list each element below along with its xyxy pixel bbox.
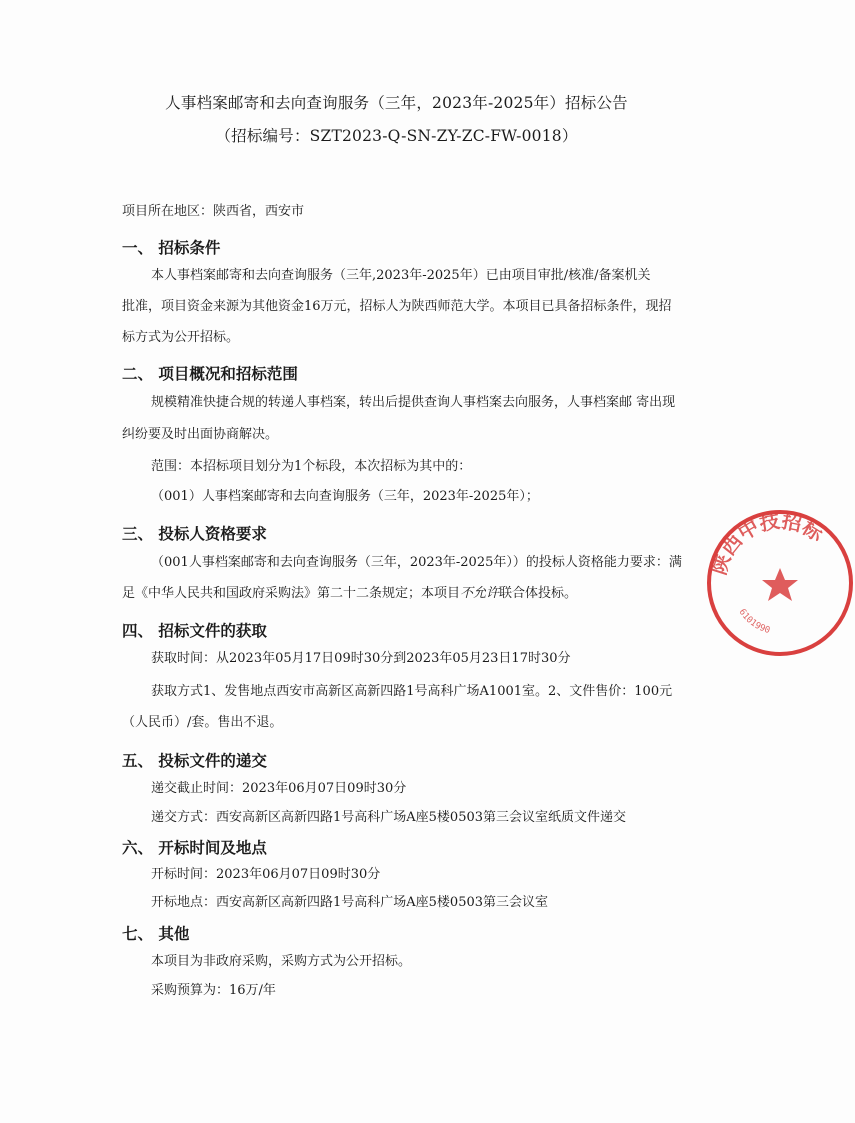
seal-star-icon xyxy=(762,568,798,601)
section-5-line-2: 递交方式：西安高新区高新四路1号高科广场A座5楼0503第三会议室纸质文件递交 xyxy=(151,810,627,825)
section-heading-1: 一、 招标条件 xyxy=(122,239,221,257)
section-4-line-1: 获取时间：从2023年05月17日09时30分到2023年05月23日17时30分 xyxy=(151,651,571,666)
section-1-line-3: 标方式为公开招标。 xyxy=(122,330,240,345)
section-4-line-2: 获取方式1、发售地点西安市高新区高新四路1号高科广场A1001室。2、文件售价：100元 xyxy=(151,684,673,699)
section-heading-2: 二、 项目概况和招标范围 xyxy=(122,365,298,383)
section-1-line-1: 本人事档案邮寄和去向查询服务（三年,2023年-2025年）已由项目审批/核准/备案机关 xyxy=(151,268,651,283)
official-seal xyxy=(705,508,855,658)
section-2-line-1: 规模精准快捷合规的转递人事档案，转出后提供查询人事档案去向服务，人事档案邮 寄出现 xyxy=(151,395,676,410)
not-allowed-emphasis: 不允许 xyxy=(460,586,500,601)
svg-text:陕西中技招标 xyxy=(706,508,828,577)
section-7-line-2: 采购预算为：16万/年 xyxy=(151,983,276,998)
section-6-line-2: 开标地点：西安高新区高新四路1号高科广场A座5楼0503第三会议室 xyxy=(151,895,549,910)
section-3-line-2-b: 联合体投标。 xyxy=(499,586,578,601)
section-3-line-1: （001人事档案邮寄和去向查询服务（三年，2023年-2025年））的投标人资格能力要求：满 xyxy=(151,555,682,570)
section-4-line-3: （人民币）/套。售出不退。 xyxy=(122,715,283,730)
section-heading-6: 六、 开标时间及地点 xyxy=(122,839,267,857)
section-7-line-1: 本项目为非政府采购，采购方式为公开招标。 xyxy=(151,954,412,969)
section-heading-5: 五、 投标文件的递交 xyxy=(122,752,267,770)
page-title: 人事档案邮寄和去向查询服务（三年，2023年-2025年）招标公告 xyxy=(165,94,628,112)
svg-text:6101990 xyxy=(737,607,772,636)
section-2-line-3: 范围：本招标项目划分为1个标段，本次招标为其中的： xyxy=(151,459,472,474)
section-1-line-2: 批准，项目资金来源为其他资金16万元，招标人为陕西师范大学。本项目已具备招标条件，现招 xyxy=(122,299,672,314)
seal-text: 陕西中技招标 xyxy=(706,508,828,578)
tender-code: （招标编号：SZT2023-Q-SN-ZY-ZC-FW-0018） xyxy=(215,127,578,145)
seal-code: 6101990 xyxy=(736,607,772,637)
section-3-line-2-a: 足《中华人民共和国政府采购法》第二十二条规定；本项目 xyxy=(122,586,461,601)
project-region: 项目所在地区：陕西省，西安市 xyxy=(122,204,305,219)
section-heading-4: 四、 招标文件的获取 xyxy=(122,622,267,640)
section-6-line-1: 开标时间：2023年06月07日09时30分 xyxy=(151,867,381,882)
section-2-line-2: 纠纷要及时出面协商解决。 xyxy=(122,427,279,442)
section-3-line-2 xyxy=(122,586,577,602)
section-5-line-1: 递交截止时间：2023年06月07日09时30分 xyxy=(151,781,407,796)
section-heading-3: 三、 投标人资格要求 xyxy=(122,525,267,543)
section-heading-7: 七、 其他 xyxy=(122,925,190,943)
section-2-line-4: （001）人事档案邮寄和去向查询服务（三年，2023年-2025年）； xyxy=(151,489,539,504)
